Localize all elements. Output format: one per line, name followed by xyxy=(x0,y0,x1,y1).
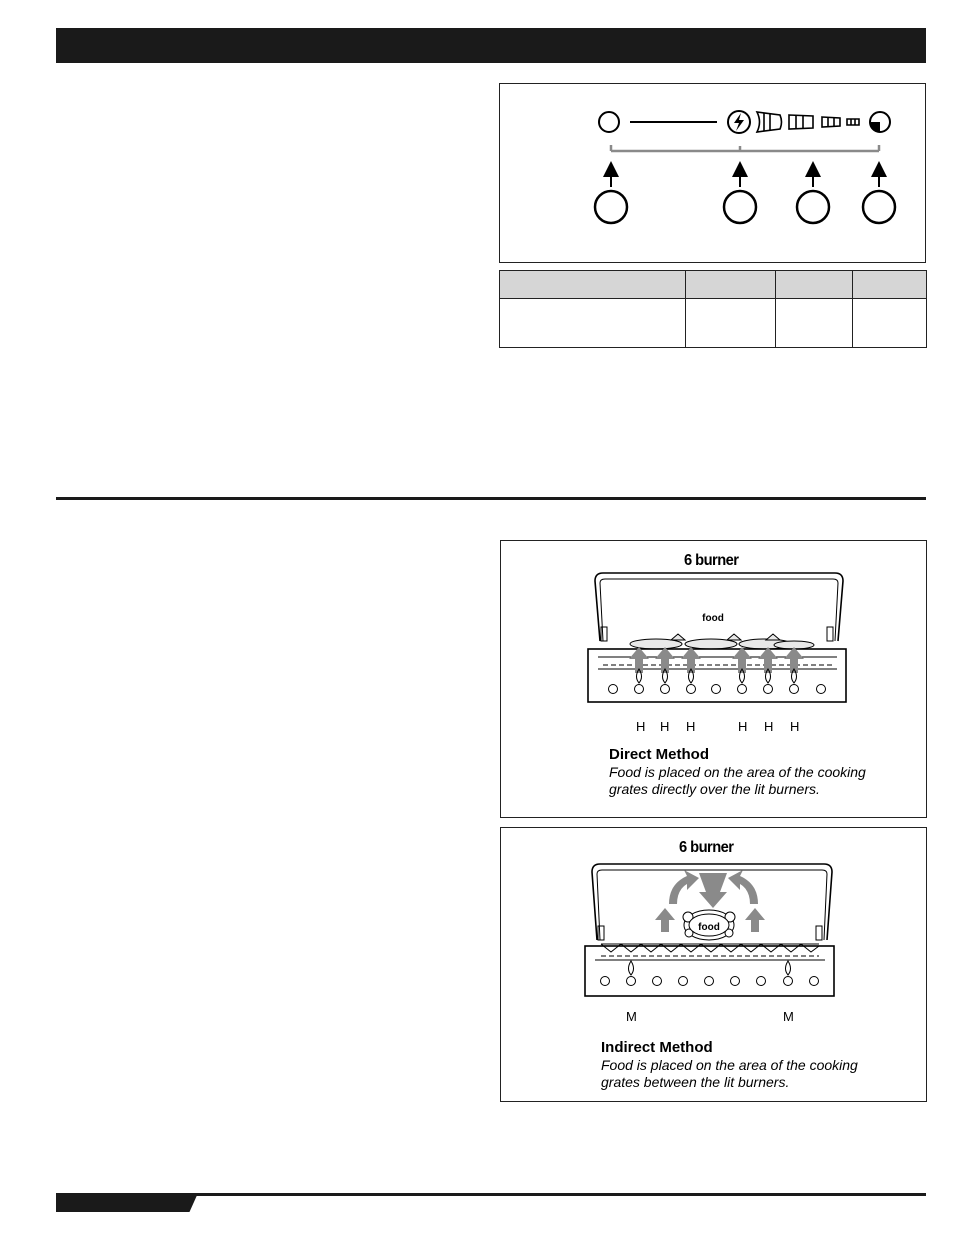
callout-arrow-high xyxy=(797,161,829,223)
off-circle-icon xyxy=(599,112,619,132)
table-cell xyxy=(686,299,776,348)
heat-setting-letter: H xyxy=(790,719,800,734)
ignite-bolt-icon xyxy=(728,111,750,133)
direct-method-title: Direct Method xyxy=(609,746,710,763)
knob-position-diagram xyxy=(499,83,926,263)
flame-taper-icon xyxy=(757,112,859,132)
indirect-method-description-line1: Food is placed on the area of the cooking xyxy=(601,1057,858,1073)
range-bracket xyxy=(611,145,879,151)
callout-arrow-off xyxy=(595,161,627,223)
direct-diagram-title: 6 burner xyxy=(684,552,739,569)
table-cell xyxy=(853,299,927,348)
direct-food-label: food xyxy=(702,613,724,624)
callout-arrow-low xyxy=(863,161,895,223)
direct-method-description-line1: Food is placed on the area of the cooking xyxy=(609,764,866,780)
table-cell xyxy=(776,299,853,348)
low-quarter-circle-icon xyxy=(870,112,890,132)
table-header-cell xyxy=(686,271,776,299)
knob-diagram-svg xyxy=(500,84,924,261)
footer-page-tab xyxy=(56,1193,198,1212)
callout-arrow-ignite xyxy=(724,161,756,223)
section-divider xyxy=(56,497,926,500)
table-row xyxy=(500,299,927,348)
heat-setting-letter: M xyxy=(783,1009,794,1024)
heat-setting-letter: H xyxy=(764,719,774,734)
table-header-row xyxy=(500,271,927,299)
heat-setting-letter: H xyxy=(686,719,696,734)
heat-setting-letter: H xyxy=(636,719,646,734)
heat-setting-letter: H xyxy=(660,719,670,734)
table-header-cell xyxy=(500,271,686,299)
indirect-method-description-line2: grates between the lit burners. xyxy=(601,1074,790,1090)
indirect-method-title: Indirect Method xyxy=(601,1039,713,1056)
table-header-cell xyxy=(853,271,927,299)
indirect-diagram-title: 6 burner xyxy=(679,839,734,856)
heat-setting-letter: M xyxy=(626,1009,637,1024)
indirect-method-diagram xyxy=(500,827,927,1102)
direct-method-description-line2: grates directly over the lit burners. xyxy=(609,781,820,797)
indirect-food-label: food xyxy=(698,922,720,933)
table-header-cell xyxy=(776,271,853,299)
heat-setting-letter: H xyxy=(738,719,748,734)
table-cell xyxy=(500,299,686,348)
direct-method-diagram xyxy=(500,540,927,818)
header-bar xyxy=(56,28,926,63)
knob-settings-table xyxy=(499,270,927,348)
